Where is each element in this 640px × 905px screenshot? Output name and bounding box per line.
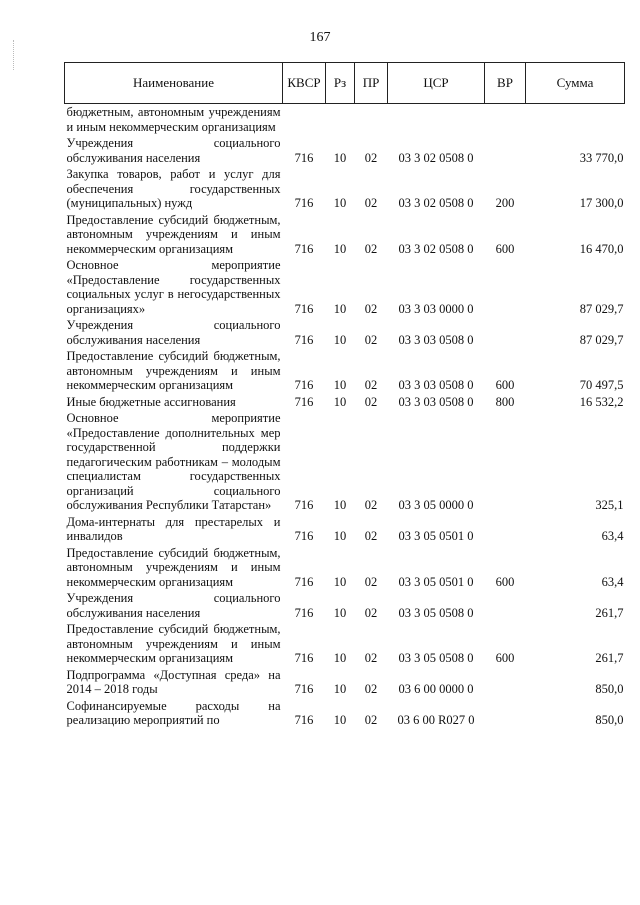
cell-sum [526, 104, 625, 136]
table-row [65, 104, 625, 136]
cell-kvsr: 716 [294, 498, 314, 512]
cell-rz: 10 [333, 301, 347, 316]
cell-kvsr: 716 [294, 682, 314, 696]
table-row [65, 257, 625, 317]
cell-csr: 03 3 02 0508 0 [398, 150, 474, 165]
cell-name: Подпрограмма «Доступная среда» на 2014 – 2018 годы [66, 667, 281, 696]
cell-pr: 02 [364, 682, 378, 696]
page-number: 167 [309, 30, 331, 45]
cell-pr: 02 [364, 196, 378, 210]
cell-csr: 03 6 00 0000 0 [398, 682, 474, 696]
cell-sum: 16 532,2 [579, 394, 624, 409]
cell-name: Учреждения социального обслуживания населения [66, 318, 281, 347]
cell-name: Предоставление субсидий бюджетным, автономным учреждениям и иным некоммерческим организациям [66, 622, 281, 665]
cell-sum: 850,0 [595, 682, 624, 696]
cell-pr: 02 [364, 713, 378, 727]
cell-rz [326, 104, 355, 136]
cell-vr: 600 [495, 651, 515, 665]
header-csr: ЦСР [388, 63, 485, 104]
cell-rz: 10 [333, 682, 347, 696]
cell-rz: 10 [333, 651, 347, 665]
cell-pr: 02 [364, 378, 378, 392]
cell-vr [485, 104, 526, 136]
table-row [65, 545, 625, 591]
cell-csr: 03 3 05 0501 0 [398, 529, 474, 543]
cell-rz: 10 [333, 529, 347, 543]
cell-csr: 03 3 02 0508 0 [398, 196, 474, 210]
table-row [65, 166, 625, 212]
header-vr: ВР [485, 63, 526, 104]
cell-kvsr: 716 [294, 241, 314, 256]
header-pr: ПР [355, 63, 388, 104]
cell-kvsr: 716 [294, 605, 314, 620]
cell-sum: 63,4 [601, 529, 624, 543]
table-row [65, 348, 625, 394]
cell-csr: 03 3 03 0508 0 [398, 394, 474, 409]
cell-vr: 200 [495, 196, 515, 210]
cell-rz: 10 [333, 498, 347, 512]
cell-kvsr: 716 [294, 529, 314, 543]
cell-pr: 02 [364, 241, 378, 256]
cell-rz: 10 [333, 332, 347, 347]
cell-name: Предоставление субсидий бюджетным, автономным учреждениям и иным некоммерческим организациям [66, 545, 281, 589]
cell-rz: 10 [333, 241, 347, 256]
table-row [65, 667, 625, 698]
cell-name: Учреждения социального обслуживания населения [66, 136, 281, 165]
cell-sum: 87 029,7 [579, 332, 624, 347]
cell-pr: 02 [364, 651, 378, 665]
table-row [65, 514, 625, 545]
cell-rz: 10 [333, 378, 347, 392]
cell-vr [485, 257, 526, 317]
table-row [65, 394, 625, 411]
cell-kvsr: 716 [294, 301, 314, 316]
table-row [65, 317, 625, 348]
cell-pr: 02 [364, 332, 378, 347]
cell-kvsr: 716 [294, 196, 314, 210]
cell-rz: 10 [333, 713, 347, 727]
cell-pr: 02 [364, 574, 378, 589]
cell-rz: 10 [333, 605, 347, 620]
cell-pr: 02 [364, 529, 378, 543]
cell-kvsr [283, 104, 326, 136]
cell-vr [485, 135, 526, 166]
cell-name: Дома-интернаты для престарелых и инвалидов [66, 514, 281, 543]
cell-name: Основное мероприятие «Предоставление дополнительных мер государственной поддержки педагогическим работникам – молодым специалистам государственных организаций социального обслуживания Республики Татарстан» [66, 411, 281, 512]
cell-vr [485, 698, 526, 729]
cell-name: Софинансируемые расходы на реализацию мероприятий по [66, 698, 281, 727]
cell-vr [485, 410, 526, 514]
cell-csr: 03 3 03 0508 0 [398, 332, 474, 347]
cell-csr: 03 3 03 0000 0 [398, 301, 474, 316]
cell-rz: 10 [333, 196, 347, 210]
cell-pr: 02 [364, 498, 378, 512]
cell-kvsr: 716 [294, 574, 314, 589]
table-row [65, 698, 625, 729]
cell-kvsr: 716 [294, 150, 314, 165]
cell-vr: 600 [495, 378, 515, 392]
table-row [65, 212, 625, 258]
cell-sum: 17 300,0 [579, 196, 624, 210]
cell-sum: 325,1 [595, 498, 624, 512]
cell-vr: 800 [495, 394, 515, 409]
cell-csr: 03 3 05 0501 0 [398, 574, 474, 589]
cell-name: Иные бюджетные ассигнования [66, 394, 236, 409]
cell-kvsr: 716 [294, 378, 314, 392]
cell-kvsr: 716 [294, 651, 314, 665]
cell-rz: 10 [333, 394, 347, 409]
table-header [65, 63, 625, 104]
cell-csr: 03 6 00 R027 0 [397, 713, 475, 727]
cell-csr [388, 104, 485, 136]
header-kvsr: КВСР [283, 63, 326, 104]
header-name: Наименование [65, 63, 283, 104]
cell-sum: 87 029,7 [579, 301, 624, 316]
cell-name: Основное мероприятие «Предоставление государственных социальных услуг в негосударственных организациях» [66, 258, 281, 316]
table-row [65, 590, 625, 621]
cell-name: Закупка товаров, работ и услуг для обеспечения государственных (муниципальных) нужд [66, 167, 281, 210]
budget-table [64, 62, 625, 729]
cell-pr: 02 [364, 301, 378, 316]
table-body [65, 104, 625, 729]
table-row [65, 410, 625, 514]
cell-rz: 10 [333, 574, 347, 589]
cell-vr [485, 667, 526, 698]
cell-sum: 261,7 [595, 651, 624, 665]
cell-name: Учреждения социального обслуживания населения [66, 591, 281, 620]
cell-vr: 600 [495, 241, 515, 256]
cell-sum: 850,0 [595, 713, 624, 727]
cell-vr [485, 590, 526, 621]
cell-vr: 600 [495, 574, 515, 589]
cell-vr [485, 514, 526, 545]
cell-name: Предоставление субсидий бюджетным, автономным учреждениям и иным некоммерческим организациям [66, 212, 281, 256]
cell-pr [355, 104, 388, 136]
cell-kvsr: 716 [294, 394, 314, 409]
cell-csr: 03 3 03 0508 0 [398, 378, 474, 392]
cell-name: бюджетным, автономным учреждениям и иным некоммерческим организациям [66, 105, 281, 134]
table-row [65, 135, 625, 166]
cell-kvsr: 716 [294, 713, 314, 727]
cell-sum: 33 770,0 [579, 150, 624, 165]
cell-sum: 16 470,0 [579, 241, 624, 256]
cell-sum: 63,4 [601, 574, 624, 589]
cell-csr: 03 3 05 0508 0 [398, 605, 474, 620]
table-row [65, 621, 625, 667]
cell-kvsr: 716 [294, 332, 314, 347]
cell-pr: 02 [364, 150, 378, 165]
header-rz: Рз [326, 63, 355, 104]
cell-name: Предоставление субсидий бюджетным, автономным учреждениям и иным некоммерческим организациям [66, 349, 281, 392]
cell-pr: 02 [364, 605, 378, 620]
cell-rz: 10 [333, 150, 347, 165]
cell-vr [485, 317, 526, 348]
cell-pr: 02 [364, 394, 378, 409]
cell-sum: 261,7 [595, 605, 624, 620]
cell-csr: 03 3 05 0508 0 [398, 651, 474, 665]
cell-csr: 03 3 02 0508 0 [398, 241, 474, 256]
cell-csr: 03 3 05 0000 0 [398, 498, 474, 512]
header-sum: Сумма [526, 63, 625, 104]
cell-sum: 70 497,5 [579, 378, 624, 392]
